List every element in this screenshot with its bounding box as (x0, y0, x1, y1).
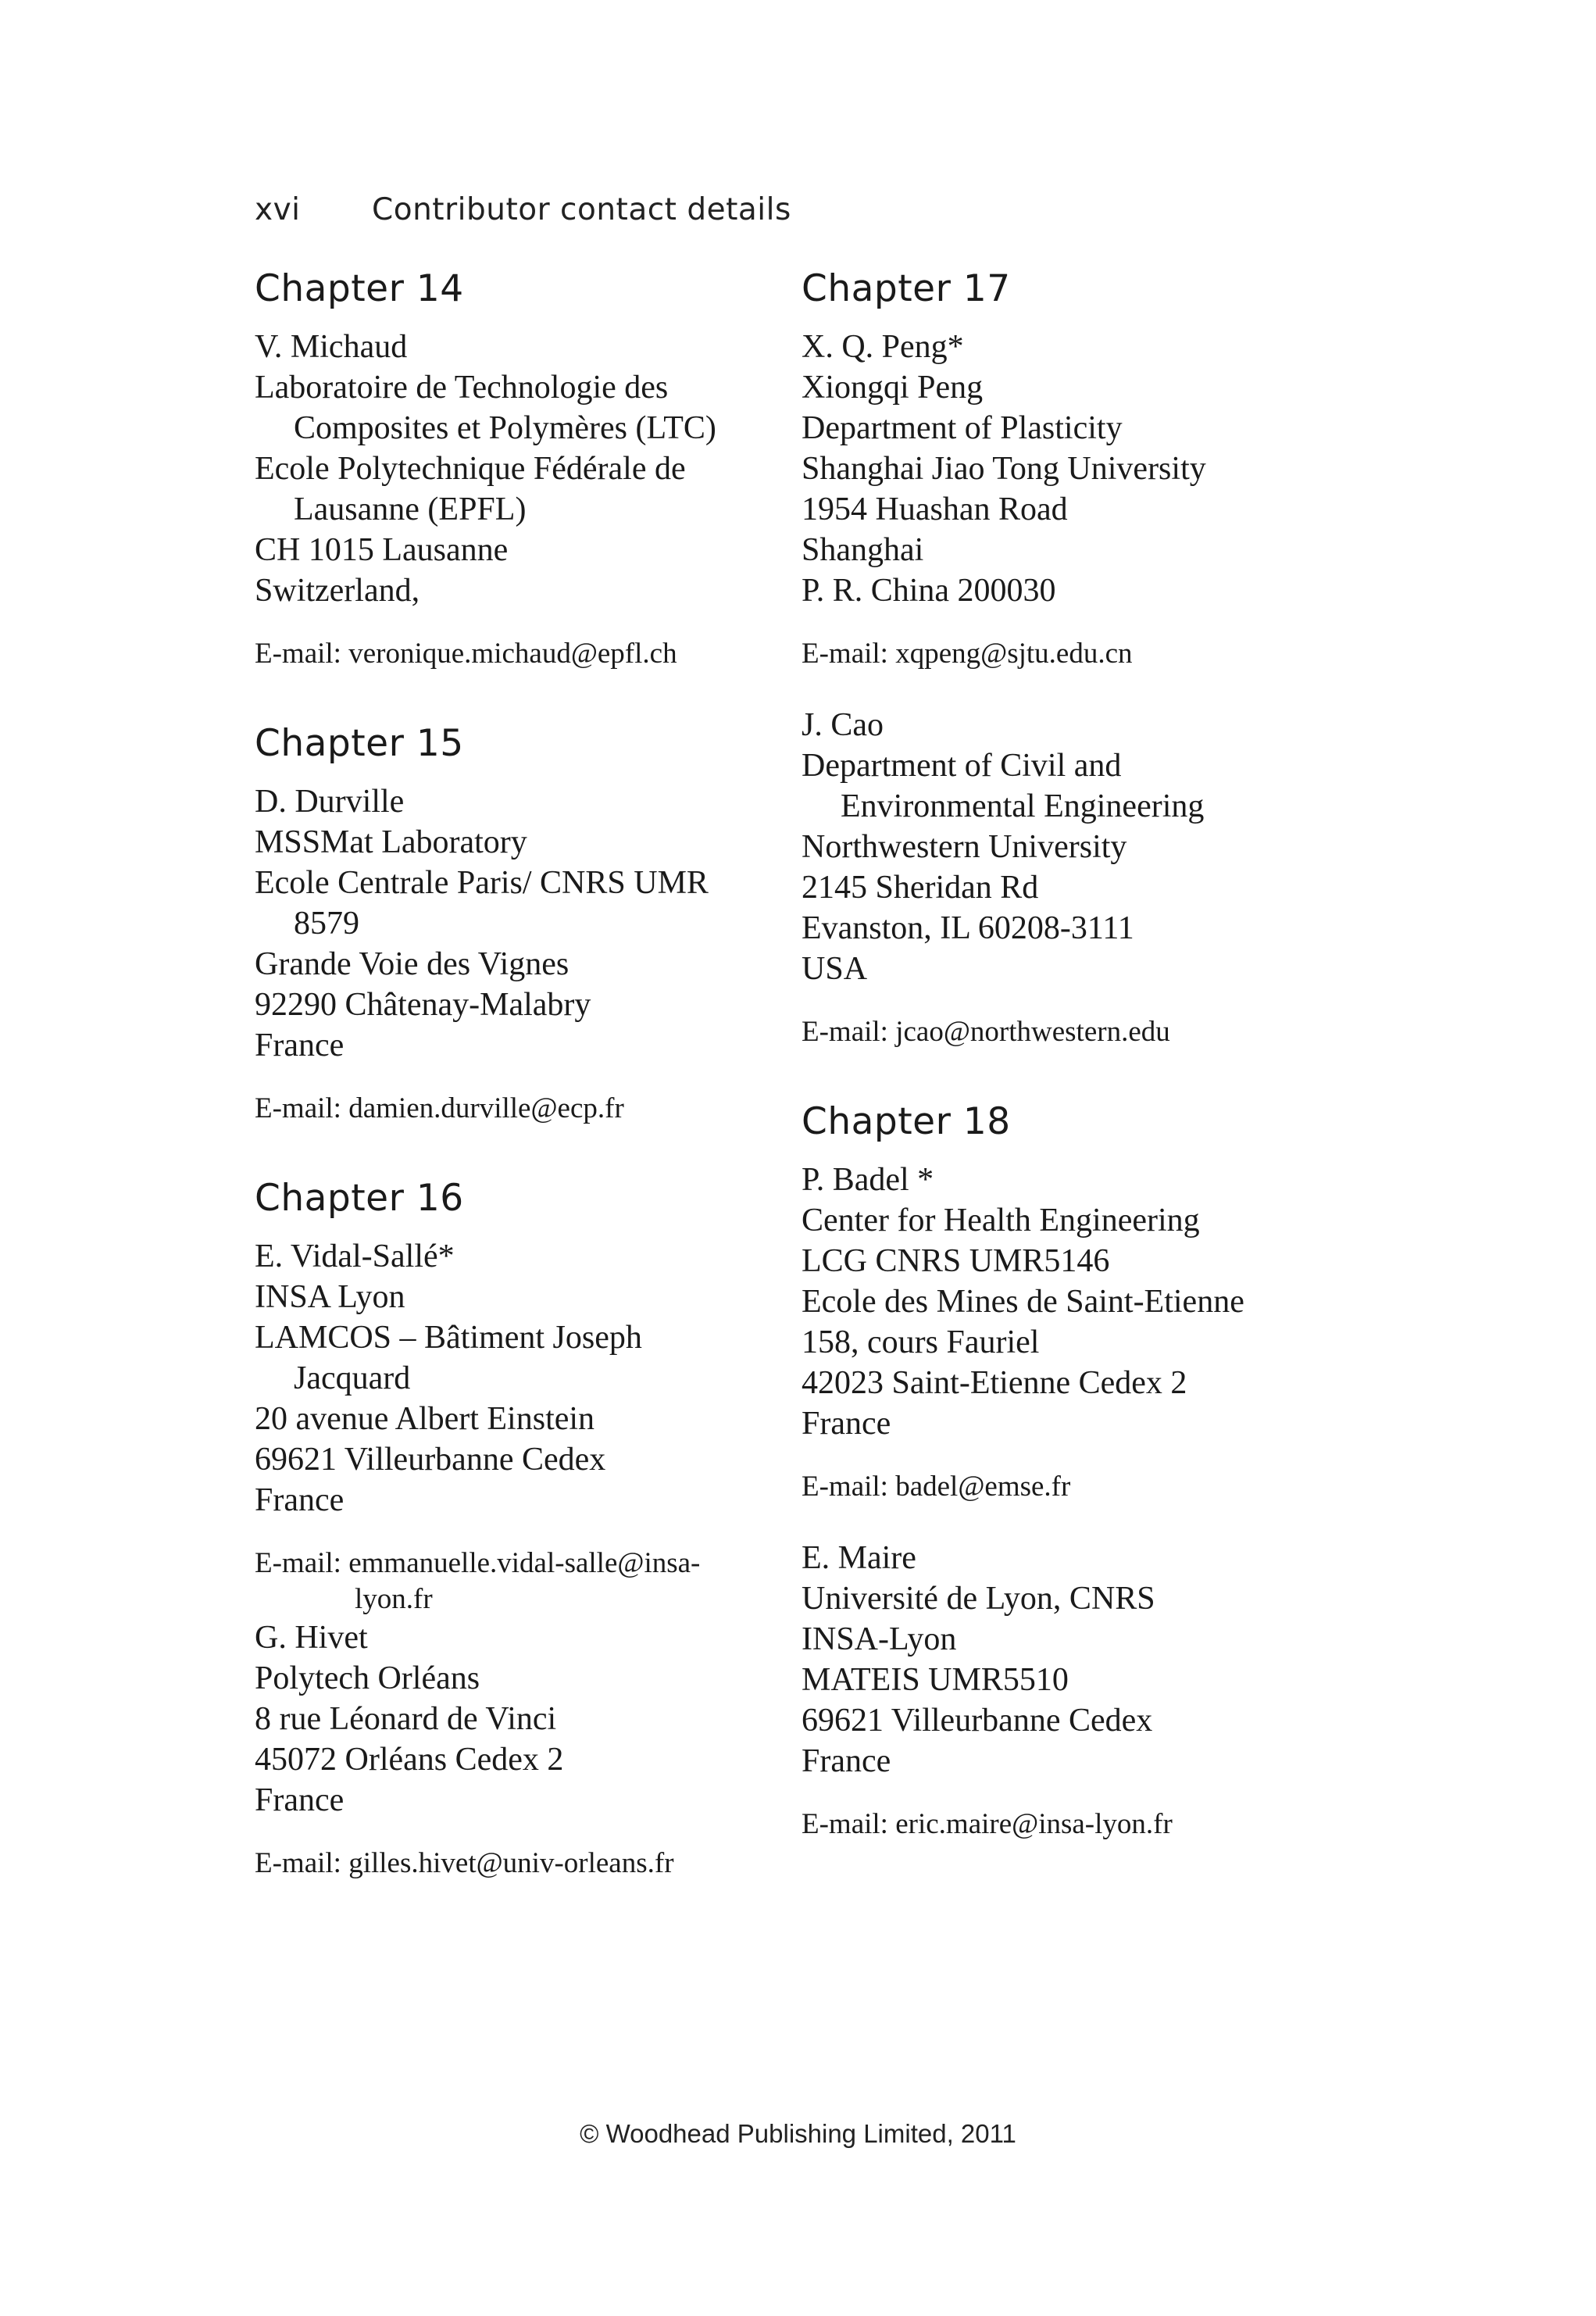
chapter-heading: Chapter 17 (802, 267, 1011, 310)
contact-line: 45072 Orléans Cedex 2 (255, 1742, 564, 1778)
contact-name: V. Michaud (255, 329, 408, 365)
contact-line: 1954 Huashan Road (802, 491, 1068, 527)
left-column (255, 266, 786, 1882)
email: E-mail: eric.maire@insa-lyon.fr (802, 1808, 1173, 1840)
contact-name: E. Maire (802, 1540, 916, 1576)
chapter-heading: Chapter 18 (802, 1100, 1011, 1143)
contact-line: 8 rue Léonard de Vinci (255, 1701, 557, 1737)
contact-line: Laboratoire de Technologie des (255, 370, 669, 406)
contact-line: LAMCOS – Bâtiment Joseph (255, 1320, 642, 1356)
chapter-heading: Chapter 16 (255, 1177, 464, 1220)
contact-line: P. R. China 200030 (802, 573, 1056, 609)
contact-line: CH 1015 Lausanne (255, 532, 509, 568)
contact-line: Environmental Engineering (841, 788, 1205, 824)
contact-line: France (255, 1482, 345, 1518)
running-title: Contributor contact details (372, 192, 791, 227)
email: E-mail: damien.durville@ecp.fr (255, 1092, 624, 1124)
contact-line: France (802, 1743, 891, 1779)
contact-name: D. Durville (255, 784, 405, 820)
contact-block (802, 327, 1333, 672)
contact-name: X. Q. Peng* (802, 329, 964, 365)
email-line: E-mail: emmanuelle.vidal-salle@insa- (255, 1547, 701, 1579)
contact-line: MSSMat Laboratory (255, 824, 527, 860)
contact-line: Xiongqi Peng (802, 370, 984, 406)
contact-line: MATEIS UMR5510 (802, 1662, 1069, 1698)
contact-line: Ecole des Mines de Saint-Etienne (802, 1284, 1244, 1320)
contact-line: Center for Health Engineering (802, 1203, 1200, 1238)
contact-line: Composites et Polymères (LTC) (294, 410, 716, 446)
contact-line: 158, cours Fauriel (802, 1324, 1040, 1360)
contact-line: 42023 Saint-Etienne Cedex 2 (802, 1365, 1187, 1401)
contact-name: G. Hivet (255, 1620, 368, 1656)
contact-line: Université de Lyon, CNRS (802, 1581, 1155, 1617)
email: E-mail: xqpeng@sjtu.edu.cn (802, 638, 1133, 670)
email: E-mail: jcao@northwestern.edu (802, 1016, 1170, 1048)
copyright-footer: © Woodhead Publishing Limited, 2011 (580, 2119, 1016, 2148)
right-column (802, 266, 1333, 1842)
running-head (255, 192, 791, 227)
contact-line: Northwestern University (802, 829, 1127, 865)
email (255, 1546, 786, 1617)
contact-name: J. Cao (802, 707, 884, 743)
contact-line: Lausanne (EPFL) (294, 491, 527, 527)
contact-line: Switzerland, (255, 573, 420, 609)
contact-line: Department of Civil and (802, 748, 1122, 784)
contact-block (802, 705, 1333, 1050)
contact-line: Jacquard (294, 1360, 411, 1396)
contact-block (255, 781, 786, 1127)
contact-block (255, 1617, 786, 1882)
contact-block (255, 327, 786, 672)
contact-line: France (255, 1782, 345, 1818)
email: E-mail: gilles.hivet@univ-orleans.fr (255, 1847, 674, 1879)
contact-line: Polytech Orléans (255, 1660, 480, 1696)
contact-block (255, 1236, 786, 1617)
contact-line: INSA-Lyon (802, 1621, 957, 1657)
contact-block (802, 1538, 1333, 1842)
email: E-mail: badel@emse.fr (802, 1471, 1071, 1503)
contact-line: Ecole Polytechnique Fédérale de (255, 451, 686, 487)
contact-line: Evanston, IL 60208-3111 (802, 910, 1134, 946)
contact-line: 92290 Châtenay-Malabry (255, 987, 591, 1023)
contact-line: Shanghai Jiao Tong University (802, 451, 1206, 487)
email-continuation: lyon.fr (355, 1583, 433, 1615)
contact-line: INSA Lyon (255, 1279, 405, 1315)
contact-line: 2145 Sheridan Rd (802, 870, 1039, 906)
contact-name: P. Badel * (802, 1162, 934, 1198)
contact-line: France (802, 1406, 891, 1442)
contact-line: USA (802, 951, 868, 987)
contact-line: LCG CNRS UMR5146 (802, 1243, 1110, 1279)
chapter-heading: Chapter 14 (255, 267, 464, 310)
contact-line: 69621 Villeurbanne Cedex (255, 1442, 606, 1478)
contact-line: Shanghai (802, 532, 924, 568)
email: E-mail: veronique.michaud@epfl.ch (255, 638, 677, 670)
contact-line: Grande Voie des Vignes (255, 946, 569, 982)
contact-line: 69621 Villeurbanne Cedex (802, 1703, 1153, 1739)
chapter-heading: Chapter 15 (255, 722, 464, 765)
contact-name: E. Vidal-Sallé* (255, 1238, 455, 1274)
page-number: xvi (255, 192, 301, 227)
contact-line: 20 avenue Albert Einstein (255, 1401, 595, 1437)
contact-block (802, 1160, 1333, 1505)
contact-line: Ecole Centrale Paris/ CNRS UMR (255, 865, 709, 901)
contact-line: France (255, 1028, 345, 1063)
contact-line: 8579 (294, 906, 359, 942)
contact-line: Department of Plasticity (802, 410, 1123, 446)
